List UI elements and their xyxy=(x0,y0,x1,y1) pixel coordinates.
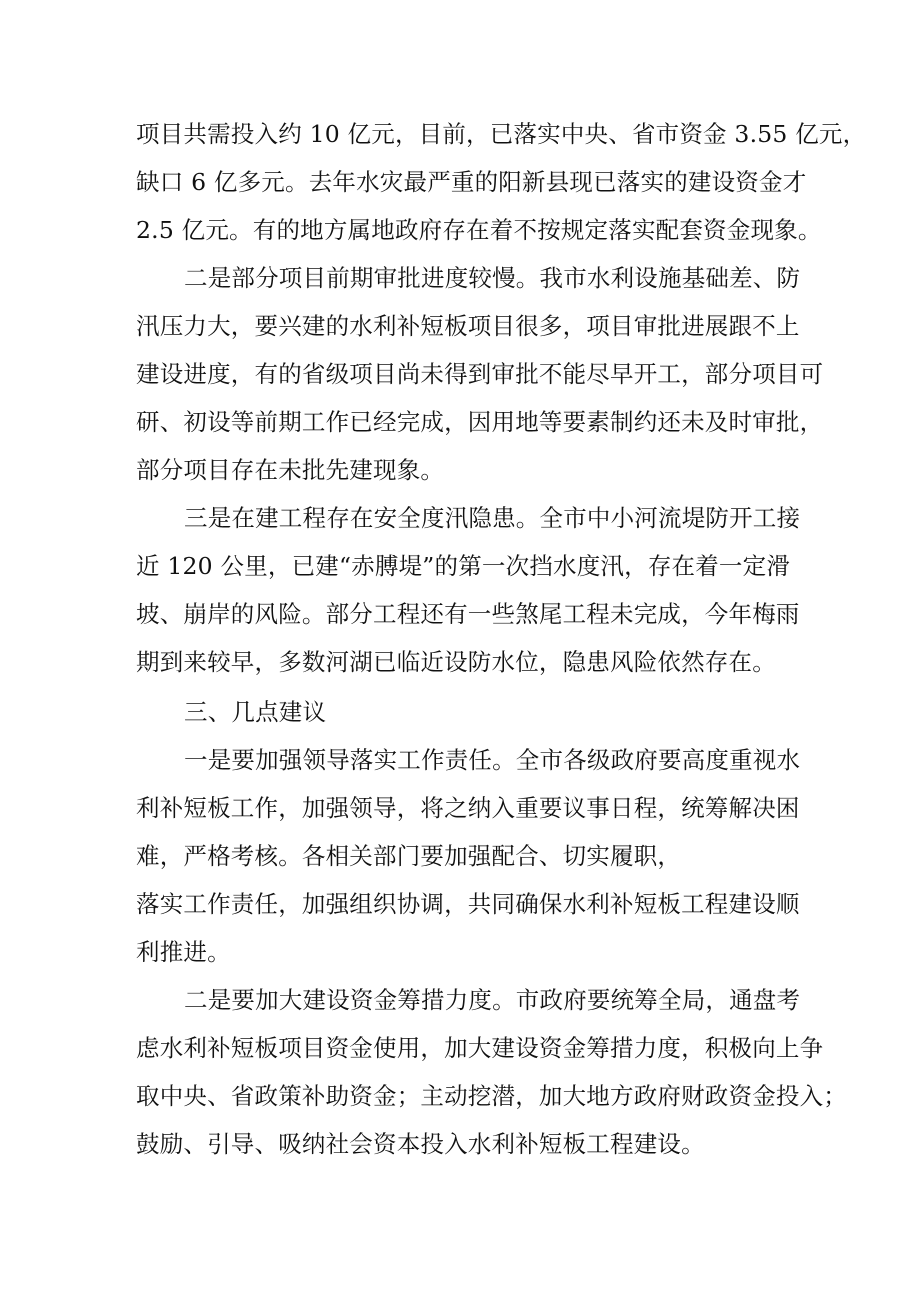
text-line: 部分项目存在未批先建现象。 xyxy=(136,456,445,484)
paragraph-start-line: 一是要加强领导落实工作责任。全市各级政府要高度重视水 xyxy=(184,746,801,774)
text-line: 期到来较早，多数河湖已临近设防水位，隐患风险依然存在。 xyxy=(136,648,776,676)
text-line: 取中央、省政策补助资金；主动挖潜，加大地方政府财政资金投入； xyxy=(136,1082,847,1110)
section-heading: 三、几点建议 xyxy=(184,698,327,726)
text-line: 缺口 6 亿多元。去年水灾最严重的阳新县现已落实的建设资金才 xyxy=(136,168,807,196)
text-line: 汛压力大，要兴建的水利补短板项目很多，项目审批进展跟不上 xyxy=(136,312,800,340)
text-line: 虑水利补短板项目资金使用，加大建设资金筹措力度，积极向上争 xyxy=(136,1034,824,1062)
text-line: 鼓励、引导、吸纳社会资本投入水利补短板工程建设。 xyxy=(136,1130,705,1158)
text-line: 落实工作责任，加强组织协调，共同确保水利补短板工程建设顺 xyxy=(136,890,800,918)
text-line: 研、初设等前期工作已经完成，因用地等要素制约还未及时审批， xyxy=(136,408,824,436)
text-line: 项目共需投入约 10 亿元，目前，已落实中央、省市资金 3.55 亿元， xyxy=(136,120,867,148)
text-line: 建设进度，有的省级项目尚未得到审批不能尽早开工，部分项目可 xyxy=(136,360,824,388)
text-line: 利补短板工作，加强领导，将之纳入重要议事日程，统筹解决困 xyxy=(136,794,800,822)
text-line: 2.5 亿元。有的地方属地政府存在着不按规定落实配套资金现象。 xyxy=(136,216,822,244)
text-line: 难，严格考核。各相关部门要加强配合、切实履职， xyxy=(136,842,682,870)
paragraph-start-line: 二是部分项目前期审批进度较慢。我市水利设施基础差、防 xyxy=(184,264,801,292)
paragraph-start-line: 二是要加大建设资金筹措力度。市政府要统筹全局，通盘考 xyxy=(184,986,801,1014)
paragraph-start-line: 三是在建工程存在安全度汛隐患。全市中小河流堤防开工接 xyxy=(184,504,801,532)
text-line: 坡、崩岸的风险。部分工程还有一些煞尾工程未完成，今年梅雨 xyxy=(136,600,800,628)
text-line: 近 120 公里，已建“赤膊堤”的第一次挡水度汛，存在着一定滑 xyxy=(136,552,791,580)
text-line: 利推进。 xyxy=(136,938,231,966)
